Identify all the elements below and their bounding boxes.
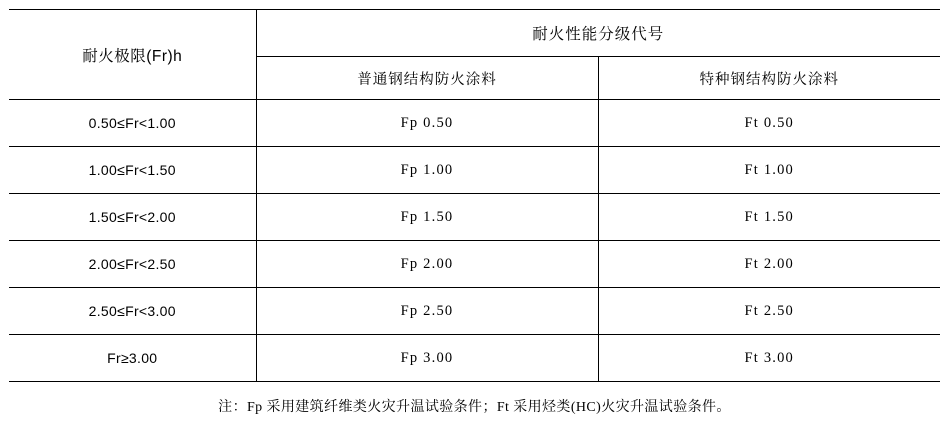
table-header-row [9,10,940,57]
cell-fire-limit: 1.50≤Fr<2.00 [9,194,256,241]
cell-normal-code: Fp 1.00 [256,147,598,194]
cell-fire-limit: 2.50≤Fr<3.00 [9,288,256,335]
table-row [9,335,940,382]
cell-fire-limit: 2.00≤Fr<2.50 [9,241,256,288]
cell-special-code: Ft 0.50 [598,100,940,147]
cell-special-code: Ft 3.00 [598,335,940,382]
cell-fire-limit: 0.50≤Fr<1.00 [9,100,256,147]
header-normal-coating: 普通钢结构防火涂料 [256,57,598,100]
header-special-coating: 特种钢结构防火涂料 [598,57,940,100]
fire-resistance-table [9,9,940,382]
cell-normal-code: Fp 0.50 [256,100,598,147]
cell-normal-code: Fp 3.00 [256,335,598,382]
header-fire-limit: 耐火极限(Fr)h [9,10,256,100]
cell-special-code: Ft 2.50 [598,288,940,335]
table-row [9,241,940,288]
document-page [0,9,949,433]
cell-normal-code: Fp 1.50 [256,194,598,241]
cell-normal-code: Fp 2.00 [256,241,598,288]
table-note: 注：Fp 采用建筑纤维类火灾升温试验条件；Ft 采用烃类(HC)火灾升温试验条件。 [218,400,731,415]
table-row [9,288,940,335]
cell-special-code: Ft 1.50 [598,194,940,241]
header-grade-code-group: 耐火性能分级代号 [256,10,940,57]
cell-special-code: Ft 2.00 [598,241,940,288]
table-row [9,194,940,241]
cell-fire-limit: Fr≥3.00 [9,335,256,382]
table-row [9,147,940,194]
table-row [9,100,940,147]
cell-normal-code: Fp 2.50 [256,288,598,335]
cell-fire-limit: 1.00≤Fr<1.50 [9,147,256,194]
cell-special-code: Ft 1.00 [598,147,940,194]
